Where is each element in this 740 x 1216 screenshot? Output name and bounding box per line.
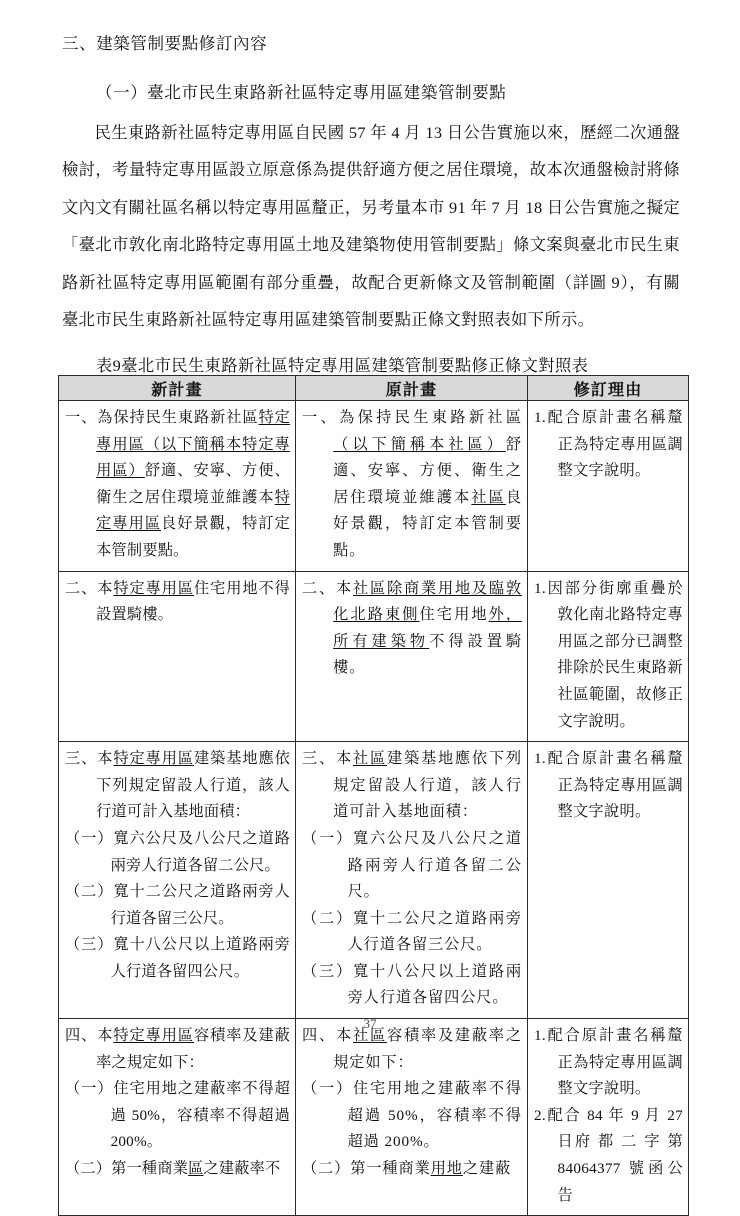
column-header-reason: 修訂理由 <box>528 376 689 401</box>
clause-text: 二、本社區除商業用地及臨敦化北路東側住宅用地外，所有建築物不得設置騎樓。 <box>302 579 523 677</box>
cell-reason <box>528 571 689 742</box>
clause-item: （二）寬十二公尺之道路兩旁人行道各留三公尺。 <box>65 883 290 927</box>
page-number: 37 <box>363 1016 377 1031</box>
table-header-row <box>59 376 689 401</box>
clause-item: （二）第一種商業用地之建蔽 <box>302 1160 512 1178</box>
cell-old-plan <box>296 401 528 572</box>
column-header-new-plan: 新計畫 <box>59 376 296 401</box>
comparison-table <box>58 375 689 1216</box>
clause-item: （一）住宅用地之建蔽率不得超過 50%，容積率不得超過 200%。 <box>302 1080 522 1151</box>
reason-item: 1.因部分街廓重疊於敦化南北路特定專用區之部分已調整排除於民生東路新社區範圍，故修正文字說明。 <box>534 579 683 730</box>
clause-item: （一）住宅用地之建蔽率不得超過 50%，容積率不得超過 200%。 <box>65 1080 290 1151</box>
body-paragraph: 民生東路新社區特定專用區自民國 57 年 4 月 13 日公告實施以來，歷經二次通盤檢討，考量特定專用區設立原意係為提供舒適方便之居住環境，故本次通盤檢討將條文內文有關社區名稱以特定專用區釐正，另考量本市 91 年 7 月 18 日公告實施之擬定「臺北市敦化南北路特定專用區土地及建築物使用管制要點」條文案與臺北市民生東路新社區特定專用區範圍有部分重疊，故配合更新條文及管制範圍（詳圖 9），有關臺北市民生東路新社區特定專用區建築管制要點正條文對照表如下所示。 <box>62 123 680 330</box>
reason-item: 1.配合原計畫名稱釐正為特定專用區調整文字說明。 <box>534 750 683 821</box>
cell-reason <box>528 742 689 1019</box>
clause-item: （二）寬十二公尺之道路兩旁人行道各留三公尺。 <box>302 909 522 954</box>
table-row <box>59 1019 689 1216</box>
clause-lead: 三、本特定專用區建築基地應依下列規定留設人行道，該人行道可計入基地面積： <box>65 750 291 821</box>
cell-new-plan <box>59 1019 296 1216</box>
reason-item: 1.配合原計畫名稱釐正為特定專用區調整文字說明。 <box>534 1027 683 1098</box>
column-header-old-plan: 原計畫 <box>296 376 528 401</box>
clause-text: 二、本特定專用區住宅用地不得設置騎樓。 <box>65 579 291 624</box>
clause-item: （二）第一種商業區之建蔽率不 <box>65 1160 281 1178</box>
reason-item: 2.配合 84 年 9 月 27 日府 都 二 字 第 84064377 號函公告 <box>534 1106 683 1204</box>
clause-lead: 三、本社區建築基地應依下列規定留設人行道，該人行道可計入基地面積： <box>302 750 522 821</box>
table-caption: 表9臺北市民生東路新社區特定專用區建築管制要點修正條文對照表 <box>96 356 589 375</box>
cell-old-plan <box>296 571 528 742</box>
cell-old-plan <box>296 742 528 1019</box>
clause-item: （一）寬六公尺及八公尺之道路兩旁人行道各留二公尺。 <box>65 829 290 874</box>
cell-new-plan <box>59 401 296 572</box>
section-heading: 三、建築管制要點修訂內容 <box>62 34 268 53</box>
clause-item: （三）寬十八公尺以上道路兩旁人行道各留四公尺。 <box>302 962 522 1007</box>
clause-item: （一）寬六公尺及八公尺之道路兩旁人行道各留二公尺。 <box>302 829 522 901</box>
clause-text: 一、為保持民生東路新社區（以下簡稱本社區）舒適、安寧、方便、衛生之居住環境並維護本社區良好景觀，特訂定本管制要點。 <box>302 409 522 559</box>
clause-item: （三）寬十八公尺以上道路兩旁人行道各留四公尺。 <box>65 936 290 980</box>
table-row <box>59 401 689 572</box>
cell-new-plan <box>59 742 296 1019</box>
clause-lead: 四、本社區容積率及建蔽率之規定如下： <box>302 1027 522 1071</box>
cell-old-plan <box>296 1019 528 1216</box>
clause-text: 一、為保持民生東路新社區特定專用區（以下簡稱本特定專用區）舒適、安寧、方便、衛生之居住環境並維護本特定專用區良好景觀，特訂定本管制要點。 <box>65 409 290 559</box>
clause-lead: 四、本特定專用區容積率及建蔽率之規定如下： <box>65 1027 291 1071</box>
table-row <box>59 742 689 1019</box>
cell-reason <box>528 401 689 572</box>
cell-reason <box>528 1019 689 1216</box>
table-row <box>59 571 689 742</box>
subsection-heading: （一）臺北市民生東路新社區特定專用區建築管制要點 <box>96 83 507 102</box>
reason-item: 1.配合原計畫名稱釐正為特定專用區調整文字說明。 <box>534 409 683 480</box>
cell-new-plan <box>59 571 296 742</box>
